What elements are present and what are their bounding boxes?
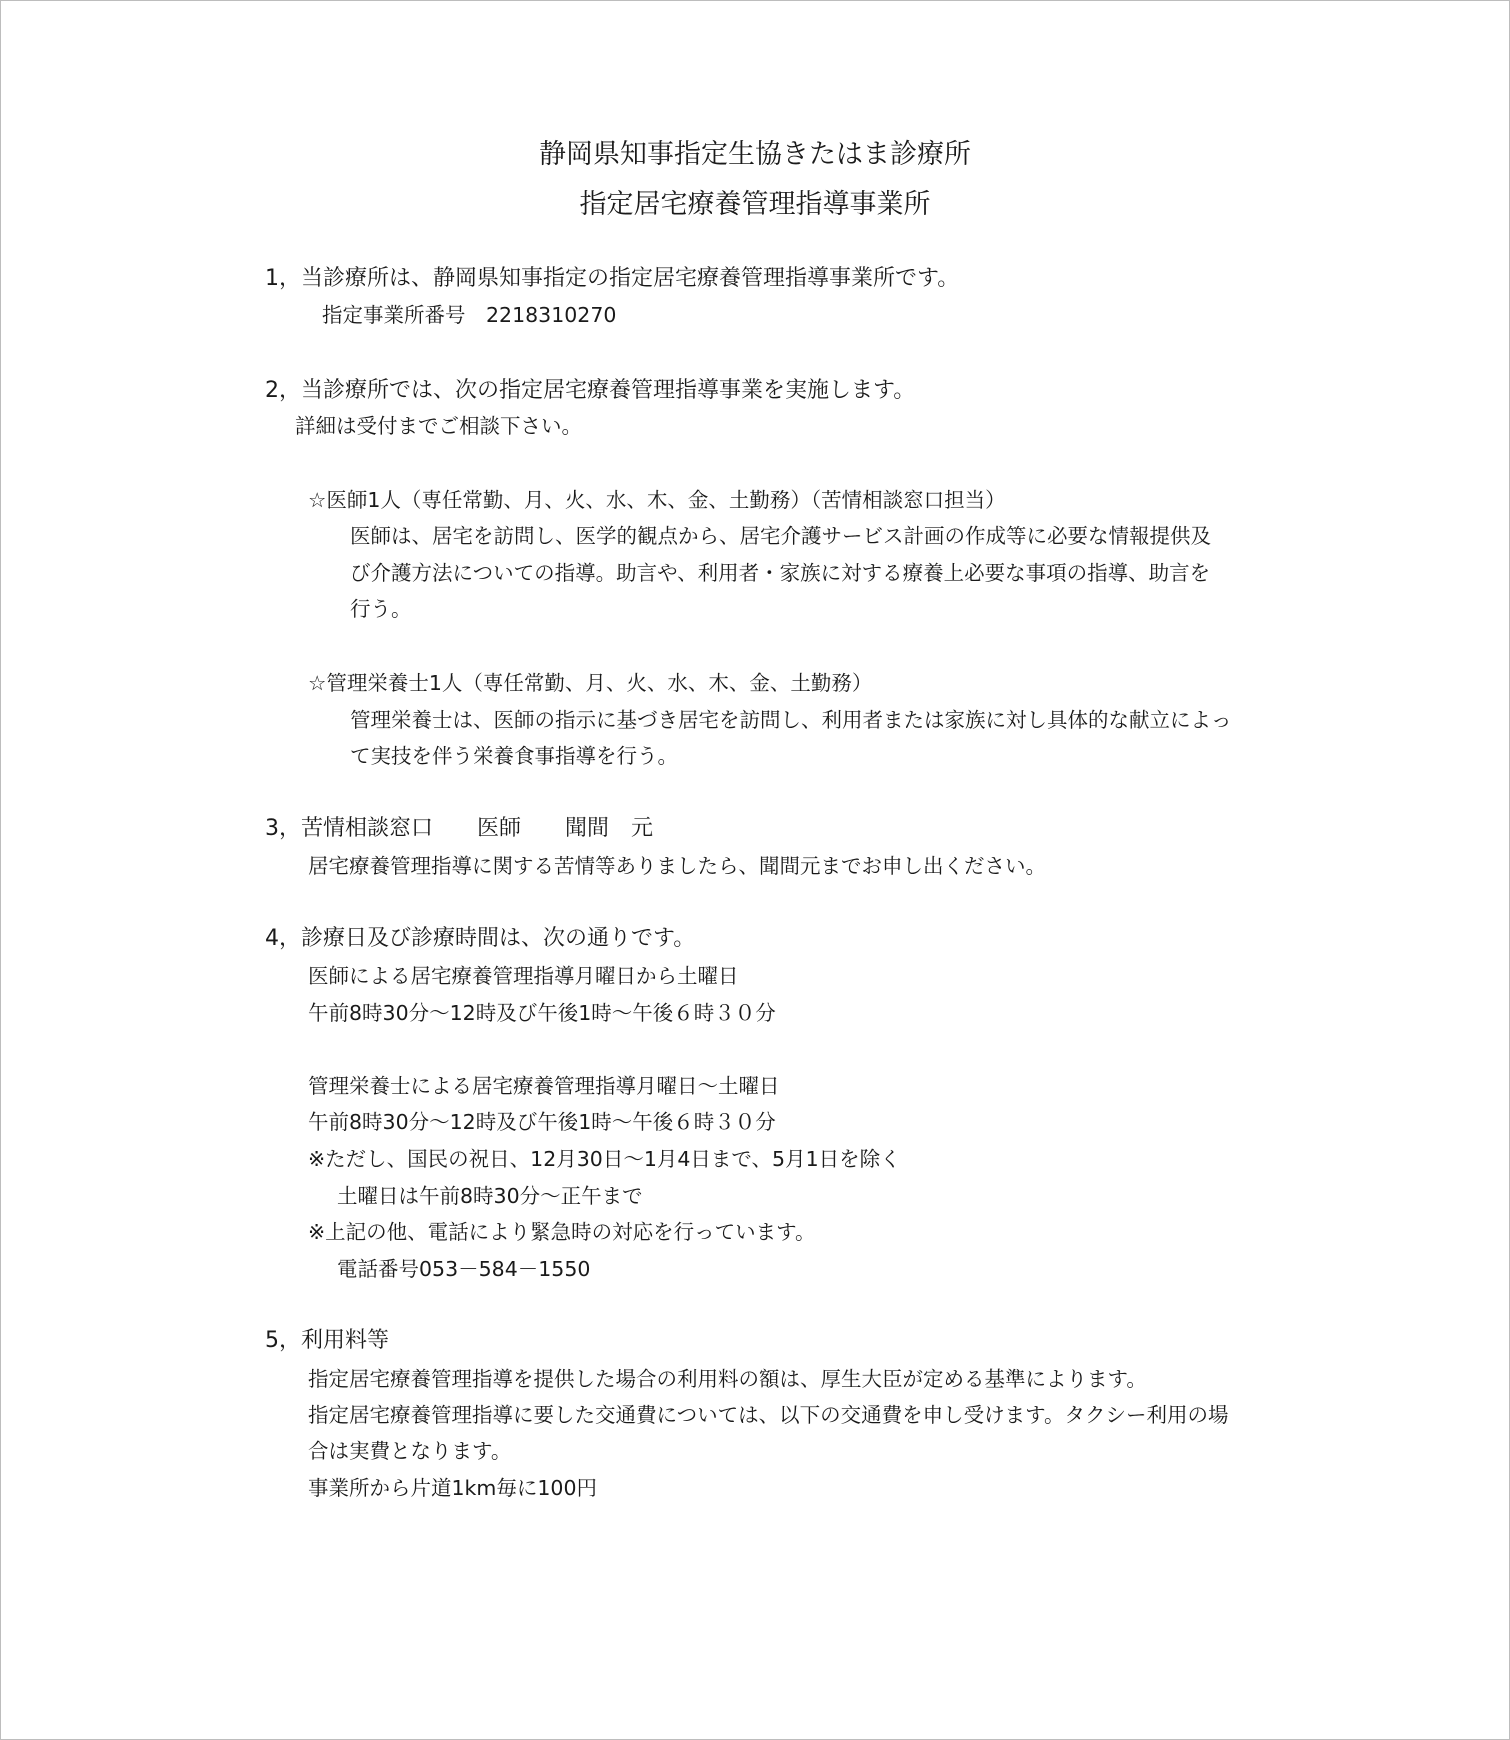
dietitian-item-desc: 管理栄養士は、医師の指示に基づき居宅を訪問し、利用者または家族に対し具体的な献立によっ bbox=[350, 708, 1232, 732]
doctor-item-title: ☆医師1人（専任常勤、月、火、水、木、金、土勤務）（苦情相談窓口担当） bbox=[308, 488, 1006, 512]
doctor-item-desc: 行う。 bbox=[350, 597, 412, 621]
schedule-line: 午前8時30分～12時及び午後1時～午後６時３０分 bbox=[308, 1001, 776, 1025]
fee-line: 指定居宅療養管理指導に要した交通費については、以下の交通費を申し受けます。タクシー利用の場 bbox=[308, 1403, 1229, 1427]
schedule-line: 管理栄養士による居宅療養管理指導月曜日～土曜日 bbox=[308, 1074, 780, 1098]
fee-line: 合は実費となります。 bbox=[308, 1439, 512, 1463]
section1-heading: 1，当診療所は、静岡県知事指定の指定居宅療養管理指導事業所です。 bbox=[265, 266, 960, 291]
phone-number: 電話番号053－584－1550 bbox=[337, 1257, 591, 1281]
schedule-note: ※上記の他、電話により緊急時の対応を行っています。 bbox=[308, 1220, 816, 1244]
schedule-line: 医師による居宅療養管理指導月曜日から土曜日 bbox=[308, 964, 739, 988]
schedule-note: 土曜日は午前8時30分～正午まで bbox=[337, 1184, 643, 1208]
complaint-note: 居宅療養管理指導に関する苦情等ありましたら、聞間元までお申し出ください。 bbox=[308, 854, 1046, 878]
document-title-line1: 静岡県知事指定生協きたはま診療所 bbox=[539, 139, 971, 170]
doctor-item-desc: び介護方法についての指導。助言や、利用者・家族に対する療養上必要な事項の指導、助言を bbox=[350, 561, 1211, 585]
doctor-item-desc: 医師は、居宅を訪問し、医学的観点から、居宅介護サービス計画の作成等に必要な情報提供及 bbox=[350, 524, 1211, 548]
section4-heading: 4，診療日及び診療時間は、次の通りです。 bbox=[265, 926, 696, 951]
fee-line: 事業所から片道1km毎に100円 bbox=[308, 1476, 598, 1500]
section2-heading: 2，当診療所では、次の指定居宅療養管理指導事業を実施します。 bbox=[265, 378, 916, 403]
office-number: 指定事業所番号 2218310270 bbox=[322, 303, 617, 327]
dietitian-item-title: ☆管理栄養士1人（専任常勤、月、火、水、木、金、土勤務） bbox=[308, 671, 873, 695]
dietitian-item-desc: て実技を伴う栄養食事指導を行う。 bbox=[350, 744, 678, 768]
schedule-line: 午前8時30分～12時及び午後1時～午後６時３０分 bbox=[308, 1110, 776, 1134]
section2-note: 詳細は受付までご相談下さい。 bbox=[295, 414, 582, 438]
section3-heading: 3，苦情相談窓口 医師 聞間 元 bbox=[265, 816, 653, 841]
section5-heading: 5，利用料等 bbox=[265, 1328, 389, 1353]
schedule-note: ※ただし、国民の祝日、12月30日～1月4日まで、5月1日を除く bbox=[308, 1147, 901, 1171]
fee-line: 指定居宅療養管理指導を提供した場合の利用料の額は、厚生大臣が定める基準によります。 bbox=[308, 1367, 1147, 1391]
document-title-line2: 指定居宅療養管理指導事業所 bbox=[579, 189, 931, 220]
